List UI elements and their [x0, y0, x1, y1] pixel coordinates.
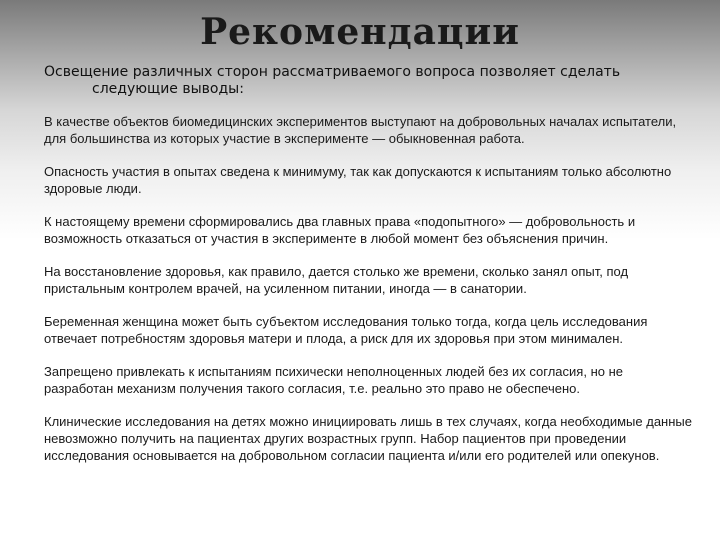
recommendation-item: В качестве объектов биомедицинских экспериментов выступают на добровольных началах испытатели, для большинства из которых участие в эксперименте — обыкновенная работа. [44, 114, 677, 146]
recommendation-item: Опасность участия в опытах сведена к минимуму, так как допускаются к испытаниям только абсолютно здоровые люди. [44, 164, 672, 196]
recommendation-item: На восстановление здоровья, как правило, дается столько же времени, сколько занял опыт, под пристальным контролем врачей, на усиленном питании, иногда — в санатории. [44, 264, 629, 296]
intro-line-2: следующие выводы: [92, 81, 244, 97]
intro-line-1: Освещение различных сторон рассматриваемого вопроса позволяет сделать [44, 64, 621, 80]
slide-title: Рекомендации [200, 11, 520, 53]
recommendation-list [44, 113, 694, 480]
intro-text [44, 64, 684, 98]
recommendation-item: Беременная женщина может быть субъектом исследования только тогда, когда цель исследования отвечает потребностям здоровья матери и плода, а риск для их здоровья при этом минимален. [44, 314, 648, 346]
recommendation-item: Клинические исследования на детях можно инициировать лишь в тех случаях, когда необходимые данные невозможно получить на пациентах других возрастных групп. Набор пациентов при проведении исследования основывается на добровольном согласии пациента и/или его родителей или опекунов. [44, 414, 692, 463]
recommendation-item: К настоящему времени сформировались два главных права «подопытного» — добровольность и возможность отказаться от участия в эксперименте в любой момент без объяснения причин. [44, 214, 636, 246]
recommendation-item: Запрещено привлекать к испытаниям психически неполноценных людей без их согласия, но не разработан механизм получения такого согласия, т.е. реально это право не обеспечено. [44, 364, 623, 396]
